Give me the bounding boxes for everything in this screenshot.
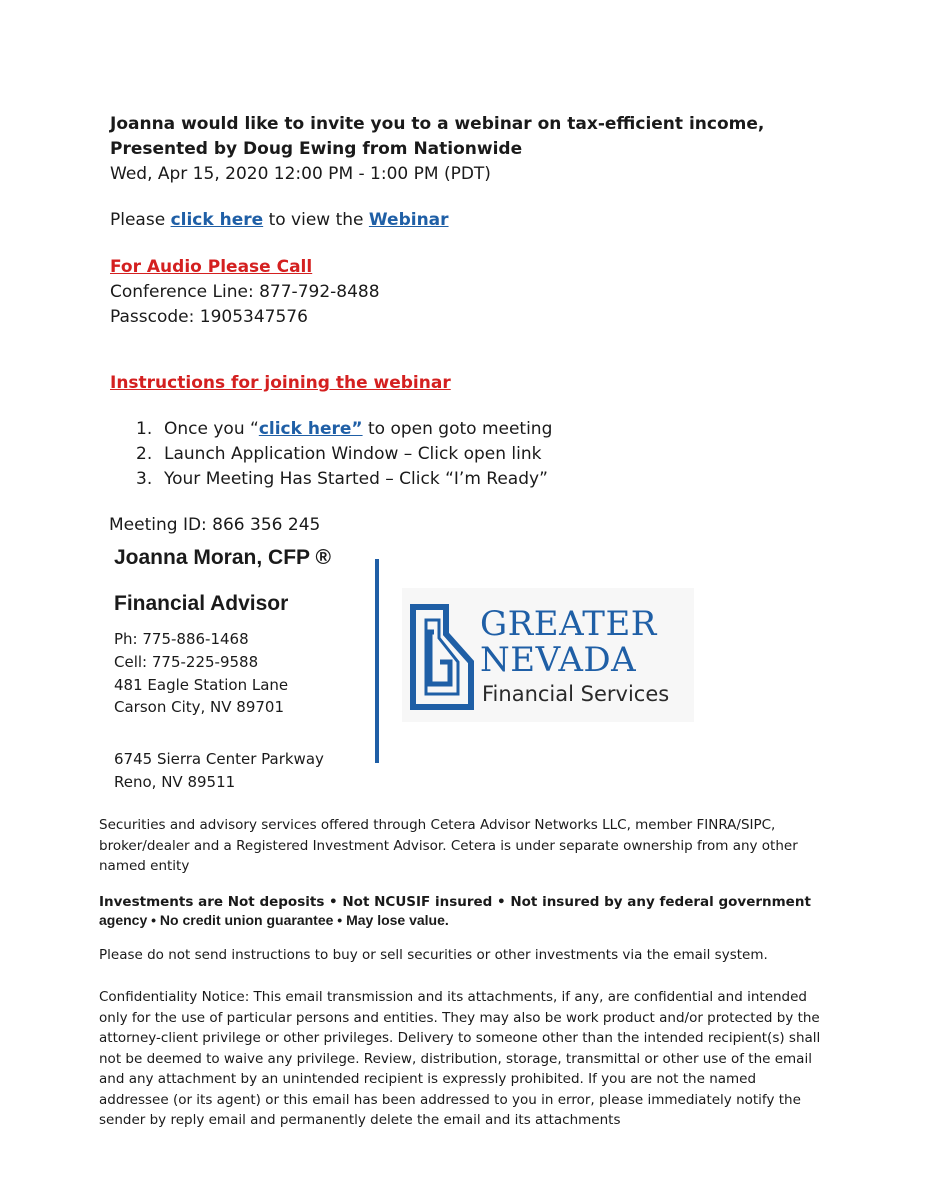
confidentiality-notice: Confidentiality Notice: This email transmission and its attachments, if any, are confidential and intended only for the use of particular persons and entities. They may also be work product and/or protected by the attorney-client privilege or other privileges. Delivery to someone other than the intended recipient(s) shall not be deemed to waive any privilege. Review, distribution, storage, transmittal or other use of the email and any attachment by an unintended recipient is expressly prohibited. If you are not the named addressee (or its agent) or this email has been addressed to you in error, please immediately notify the sender by reply email and permanently delete the email and its attachments <box>99 989 821 1128</box>
view-webinar-line <box>110 208 449 232</box>
signature-cell: Cell: 775-225-9588 <box>114 653 259 671</box>
conference-line: Conference Line: 877-792-8488 <box>110 282 380 302</box>
webinar-link[interactable]: Webinar <box>368 210 449 230</box>
logo-greater: GREATER <box>480 604 657 644</box>
signature-name: Joanna Moran, CFP ® <box>114 546 331 569</box>
email-notice: Please do not send instructions to buy or sell securities or other investments via the email system. <box>99 947 768 963</box>
nevada-shield-icon <box>410 604 474 710</box>
securities-disclosure: Securities and advisory services offered through Cetera Advisor Networks LLC, member FINRA/SIPC, broker/dealer and a Registered Investment Advisor. Cetera is under separate ownership from any other named entity <box>99 817 798 874</box>
list-item: 3. Your Meeting Has Started – Click “I’m Ready” <box>136 469 548 489</box>
company-logo <box>402 588 694 722</box>
signature-divider <box>375 559 379 763</box>
signature-title: Financial Advisor <box>114 592 289 615</box>
signature-phone: Ph: 775-886-1468 <box>114 630 249 648</box>
audio-heading: For Audio Please Call <box>110 257 313 277</box>
view-prefix: Please <box>110 210 171 230</box>
signature-address-2-line-2: Reno, NV 89511 <box>114 773 236 791</box>
list-item: 2. Launch Application Window – Click open link <box>136 444 542 464</box>
invite-datetime: Wed, Apr 15, 2020 12:00 PM - 1:00 PM (PDT) <box>110 164 491 184</box>
instructions-list <box>136 417 552 492</box>
meeting-id: Meeting ID: 866 356 245 <box>109 515 321 535</box>
signature-address-2-line-1: 6745 Sierra Center Parkway <box>114 750 324 768</box>
investments-disclosure-2: agency • No credit union guarantee • May lose value. <box>99 912 449 928</box>
passcode: Passcode: 1905347576 <box>110 307 308 327</box>
invite-line-1: Joanna would like to invite you to a webinar on tax-efficient income, <box>110 114 765 134</box>
logo-financial-services: Financial Services <box>482 682 670 706</box>
signature-address-1-line-1: 481 Eagle Station Lane <box>114 676 289 694</box>
instructions-heading: Instructions for joining the webinar <box>110 373 451 393</box>
invite-line-2: Presented by Doug Ewing from Nationwide <box>110 139 523 159</box>
investments-disclosure-1: Investments are Not deposits • Not NCUSIF insured • Not insured by any federal government <box>99 894 811 910</box>
click-here-link[interactable]: click here <box>170 210 264 230</box>
click-here-goto-link[interactable]: click here” <box>258 419 363 439</box>
list-item: 1. Once you “click here” to open goto meeting <box>136 419 553 439</box>
view-middle: to view the <box>263 210 369 230</box>
signature-address-1-line-2: Carson City, NV 89701 <box>114 698 285 716</box>
logo-nevada: NEVADA <box>480 640 637 680</box>
